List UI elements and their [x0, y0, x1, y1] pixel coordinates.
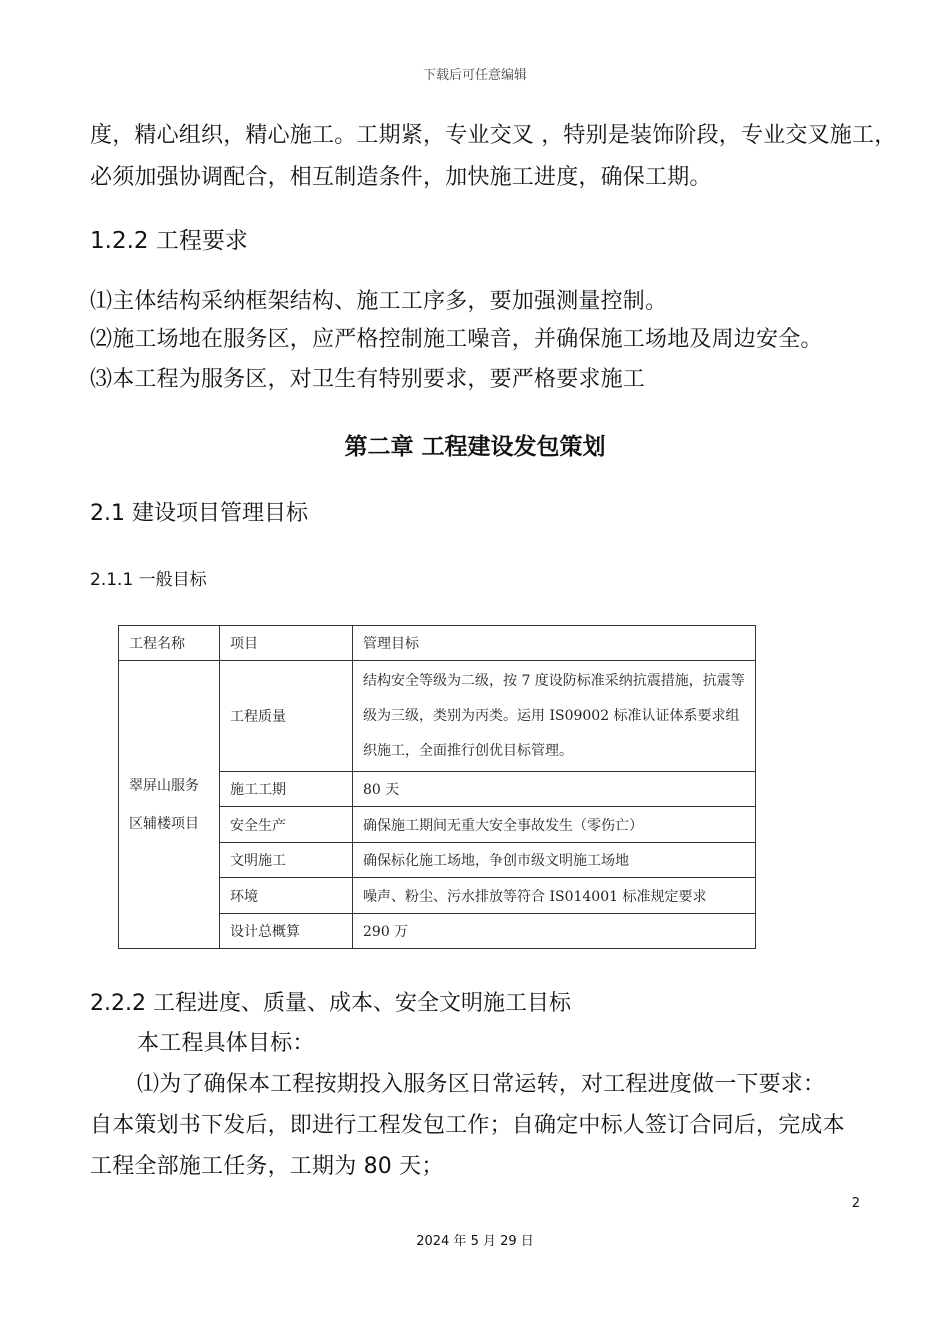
project-name-line-1: 翠屏山服务	[129, 777, 199, 794]
target-cell: 结构安全等级为二级，按 7 度设防标准采纳抗震措施，抗震等级为三级，类别为丙类。运用 IS09002 标准认证体系要求组织施工，全面推行创优目标管理。	[353, 661, 756, 772]
table-header-row	[119, 626, 756, 661]
target-cell: 80 天	[353, 772, 756, 807]
project-name-cell	[119, 661, 220, 949]
target-cell: 290 万	[353, 914, 756, 949]
requirement-item-2: ⑵施工场地在服务区，应严格控制施工噪音，并确保施工场地及周边安全。	[90, 327, 823, 352]
project-name-line-2: 区辅楼项目	[129, 815, 199, 832]
intro-line-1: 度，精心组织，精心施工。工期紧，专业交叉 ，特别是装饰阶段，专业交叉施工，	[90, 123, 897, 148]
section-heading-2-1-1: 2.1.1 一般目标	[90, 570, 207, 590]
target-cell: 确保标化施工场地，争创市级文明施工场地	[353, 843, 756, 878]
header-note: 下载后可任意编辑	[422, 68, 527, 83]
requirement-item-3: ⑶本工程为服务区，对卫生有特别要求，要严格要求施工	[90, 367, 646, 392]
table-row	[119, 661, 756, 772]
item-cell: 施工工期	[220, 772, 353, 807]
section-heading-2-2-2: 2.2.2 工程进度、质量、成本、安全文明施工目标	[90, 991, 571, 1016]
section-heading-2-1: 2.1 建设项目管理目标	[90, 501, 308, 526]
item-cell: 安全生产	[220, 807, 353, 843]
item-cell: 环境	[220, 878, 353, 914]
section-heading-1-2-2: 1.2.2 工程要求	[90, 228, 248, 254]
header-item: 项目	[220, 626, 353, 661]
item-cell: 工程质量	[220, 661, 353, 772]
target-cell: 噪声、粉尘、污水排放等符合 IS014001 标准规定要求	[353, 878, 756, 914]
targets-intro: 本工程具体目标：	[137, 1031, 315, 1056]
header-management-target: 管理目标	[353, 626, 756, 661]
item-cell: 文明施工	[220, 843, 353, 878]
target-cell: 确保施工期间无重大安全事故发生（零伤亡）	[353, 807, 756, 843]
schedule-para-line-3: 工程全部施工任务，工期为 80 天；	[90, 1154, 444, 1179]
chapter-title: 第二章 工程建设发包策划	[344, 434, 606, 460]
intro-line-2: 必须加强协调配合，相互制造条件，加快施工进度，确保工期。	[90, 165, 712, 190]
item-cell: 设计总概算	[220, 914, 353, 949]
footer-date: 2024 年 5 月 29 日	[416, 1234, 534, 1249]
requirement-item-1: ⑴主体结构采纳框架结构、施工工序多，要加强测量控制。	[90, 289, 668, 314]
schedule-para-line-2: 自本策划书下发后，即进行工程发包工作；自确定中标人签订合同后，完成本	[90, 1113, 845, 1138]
management-goals-table	[118, 625, 756, 949]
page-number: 2	[851, 1196, 860, 1211]
schedule-para-line-1: ⑴为了确保本工程按期投入服务区日常运转，对工程进度做一下要求：	[137, 1072, 826, 1097]
header-project-name: 工程名称	[119, 626, 220, 661]
